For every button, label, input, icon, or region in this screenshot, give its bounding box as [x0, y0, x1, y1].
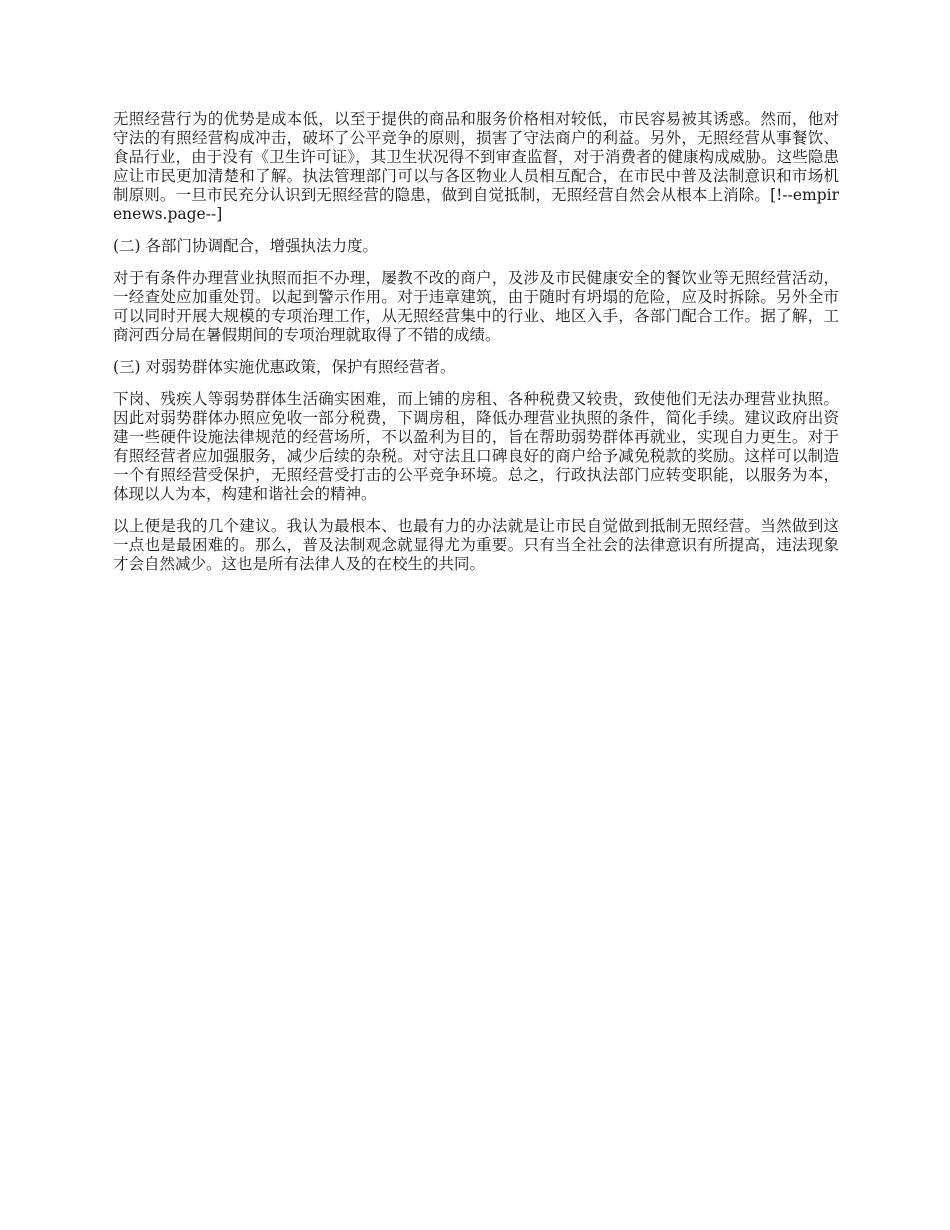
paragraph-unlicensed-business-risks: 无照经营行为的优势是成本低，以至于提供的商品和服务价格相对较低，市民容易被其诱惑。然而，他对守法的有照经营构成冲击，破坏了公平竞争的原则，损害了守法商户的利益。另外，无照经营从事餐饮、食品行业，由于没有《卫生许可证》，其卫生状况得不到审查监督，对于消费者的健康构成威胁。这些隐患应让市民更加清楚和了解。执法管理部门可以与各区物业人员相互配合，在市民中普及法制意识和市场机制原则。一旦市民充分认识到无照经营的隐患，做到自觉抵制，无照经营自然会从根本上消除。[!--empirenews.page--]	[113, 110, 839, 223]
paragraph-enforcement: 对于有条件办理营业执照而拒不办理，屡教不改的商户，及涉及市民健康安全的餐饮业等无照经营活动，一经查处应加重处罚。以起到警示作用。对于违章建筑，由于随时有坍塌的危险，应及时拆除。另外全市可以同时开展大规模的专项治理工作，从无照经营集中的行业、地区入手，各部门配合工作。据了解，工商河西分局在暑假期间的专项治理就取得了不错的成绩。	[113, 269, 839, 344]
document-body	[113, 110, 839, 587]
paragraph-vulnerable-groups: 下岗、残疾人等弱势群体生活确实困难，而上铺的房租、各种税费又较贵，致使他们无法办理营业执照。因此对弱势群体办照应免收一部分税费，下调房租，降低办理营业执照的条件，简化手续。建议政府出资建一些硬件设施法律规范的经营场所，不以盈利为目的，旨在帮助弱势群体再就业，实现自力更生。对于有照经营者应加强服务，减少后续的杂税。对守法且口碑良好的商户给予减免税款的奖励。这样可以制造一个有照经营受保护，无照经营受打击的公平竞争环境。总之，行政执法部门应转变职能，以服务为本，体现以人为本，构建和谐社会的精神。	[113, 390, 839, 503]
paragraph-conclusion: 以上便是我的几个建议。我认为最根本、也最有力的办法就是让市民自觉做到抵制无照经营。当然做到这一点也是最困难的。那么，普及法制观念就显得尤为重要。只有当全社会的法律意识有所提高，违法现象才会自然减少。这也是所有法律人及的在校生的共同。	[113, 517, 839, 573]
section-heading-3: (三) 对弱势群体实施优惠政策，保护有照经营者。	[113, 358, 456, 376]
section-heading-2: (二) 各部门协调配合，增强执法力度。	[113, 237, 379, 255]
